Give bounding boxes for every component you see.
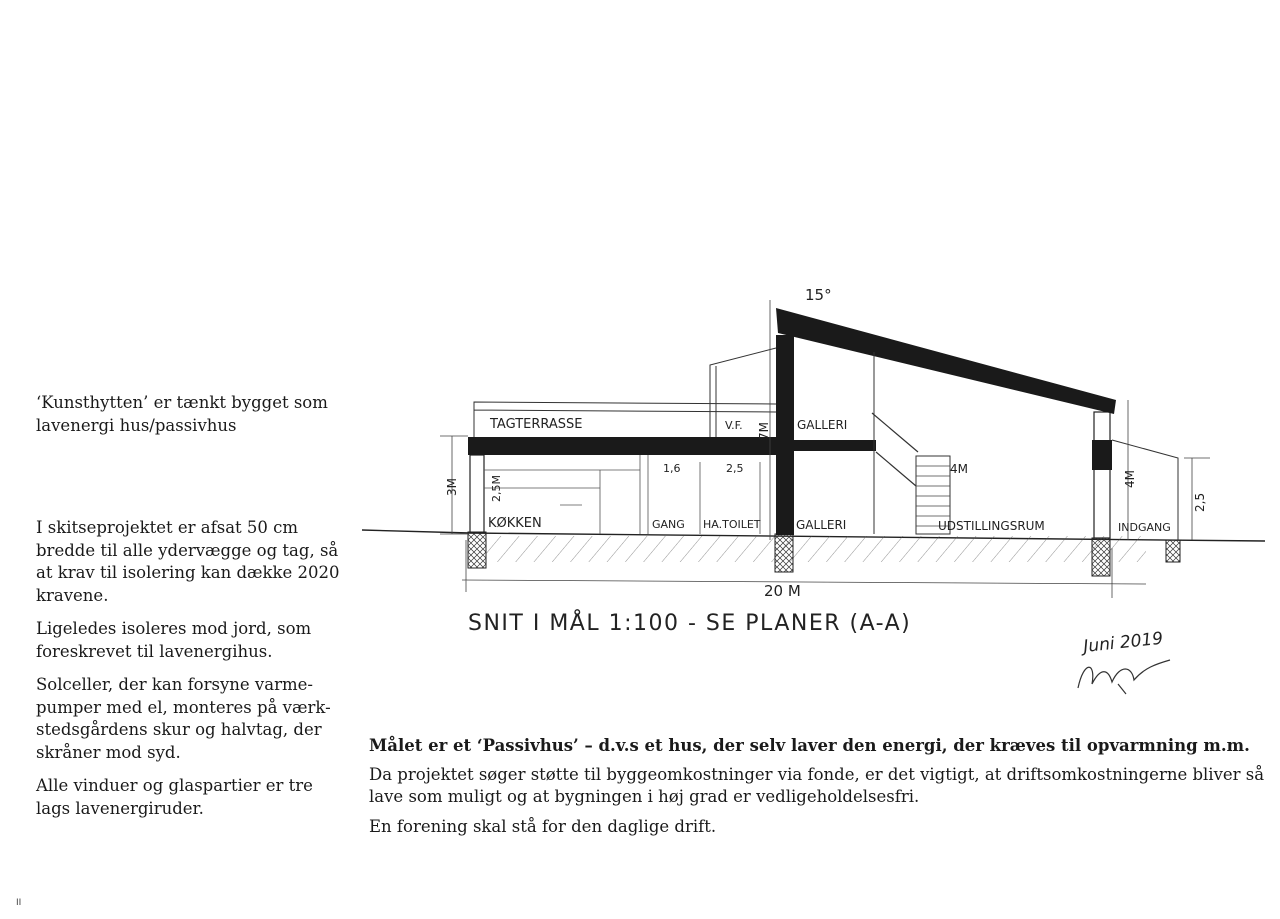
room-label-tagterrasse: TAGTERRASSE — [490, 417, 583, 432]
left-paragraph-solar: Solceller, der kan forsyne varme-pumper med el, monteres på værk-stedsgårdens skur og halvtag, der skråner mod syd. — [36, 675, 331, 762]
room-label-udstillingsrum: UDSTILLINGSRUM — [938, 519, 1045, 533]
room-label-indgang: INDGANG — [1118, 521, 1171, 534]
bottom-paragraph-funding: Da projektet søger støtte til byggeomkostninger via fonde, er det vigtigt, at driftsomkostningerne bliver så lave som muligt og at bygningen i høj grad er vedligeholdelsesfri. — [369, 765, 1265, 806]
stair-upper — [872, 413, 918, 486]
dim-label-25-right: 2,5 — [1193, 492, 1207, 512]
wall-middle — [776, 335, 794, 535]
ground-hatch — [486, 536, 1146, 562]
wall-left — [470, 455, 484, 533]
dim-label-25-left: 2,5M — [490, 475, 503, 502]
roof-angle-label: 15° — [805, 286, 832, 304]
bottom-paragraph-association: En forening skal stå for den daglige drift. — [369, 817, 717, 836]
slab-galleri — [794, 440, 876, 451]
left-paragraph-windows: Alle vinduer og glaspartier er tre lags lavenergiruder. — [36, 776, 313, 818]
bottom-title: Målet er et ‘Passivhus’ – d.v.s et hus, der selv laver den energi, der kræves til opvarmning m.m. — [369, 736, 1250, 755]
dim-label-4m-mid: 4M — [950, 462, 968, 476]
dim-label-4m-right: 4M — [1123, 470, 1137, 488]
room-label-kokken: KØKKEN — [488, 516, 542, 531]
wall-right-band — [1092, 440, 1112, 470]
foundation-middle — [775, 534, 793, 572]
footer-mark: II — [16, 898, 22, 908]
dim-label-16: 1,6 — [663, 462, 681, 475]
dim-label-3m: 3M — [445, 478, 459, 496]
sloped-roof — [776, 308, 1116, 414]
drawing-caption: SNIT I MÅL 1:100 - SE PLANER (A-A) — [468, 611, 912, 636]
left-paragraph-ground: Ligeledes isoleres mod jord, som foreskrevet til lavenergihus. — [36, 619, 312, 661]
signature-date: Juni 2019 — [1082, 628, 1165, 657]
signature — [1078, 660, 1170, 694]
dim-label-25-mid: 2,5 — [726, 462, 744, 475]
left-paragraph-insulation: I skitseprojektet er afsat 50 cm bredde til alle ydervægge og tag, så at krav til isolering kan dække 2020 kravene. — [36, 518, 340, 605]
foundation-right — [1092, 538, 1110, 576]
stair-treads — [916, 466, 950, 526]
dim-label-7m: 7M — [757, 422, 771, 440]
room-label-galleri-upper: GALLERI — [797, 418, 848, 432]
room-label-vf: V.F. — [725, 419, 743, 432]
room-label-gang: GANG — [652, 518, 685, 531]
foundation-porch — [1166, 540, 1180, 562]
dim-label-width: 20 M — [764, 582, 801, 600]
wall-right — [1094, 412, 1110, 538]
room-label-ha-toilet: HA.TOILET — [703, 518, 761, 531]
roof-slab-left — [468, 437, 794, 455]
foundation-left — [468, 532, 486, 568]
left-title: ‘Kunsthytten’ er tænkt bygget som lavenergi hus/passivhus — [36, 393, 328, 435]
room-label-galleri-lower: GALLERI — [796, 518, 847, 532]
